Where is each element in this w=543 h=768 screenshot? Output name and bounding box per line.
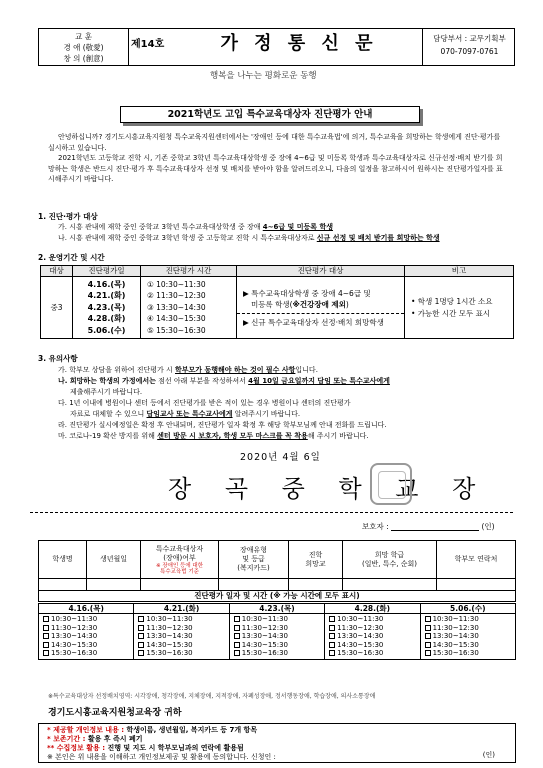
- col-header-note: 비고: [405, 266, 514, 277]
- target-1-line-a: ▶ 특수교육대상학생 중 장애 4~6급 및: [243, 288, 371, 298]
- form-col-parent: 학부모 연락처: [437, 541, 516, 579]
- slot-option[interactable]: 14:30~15:30: [425, 641, 511, 650]
- form-col-student: 학생명: [39, 541, 87, 579]
- slot-option[interactable]: 10:30~11:30: [138, 615, 224, 624]
- slot-table: [38, 603, 516, 660]
- section3-b-bold1: 나. 희망하는 학생의 가정에서는: [58, 377, 156, 385]
- target-group: 중3: [41, 277, 73, 339]
- day-header-row: [39, 604, 516, 614]
- newsletter-header: [38, 28, 515, 66]
- parent-contact-cell[interactable]: [437, 579, 516, 591]
- form-col-special: [141, 541, 219, 579]
- checkbox-icon[interactable]: [138, 616, 144, 622]
- section1-title: 1. 진단·평가 대상: [38, 212, 98, 221]
- checkbox-icon[interactable]: [329, 642, 335, 648]
- issue-date: 2020년 4월 6일: [240, 452, 321, 463]
- special-note2: 특수교육법 기준: [160, 568, 199, 575]
- motto-line1: 경 애 (敬愛): [63, 43, 104, 52]
- checkbox-icon[interactable]: [43, 642, 49, 648]
- privacy-consent-box: [38, 723, 516, 763]
- form-header-row: [39, 541, 516, 579]
- guardian-signature: [362, 522, 495, 531]
- section3-item-c: 다. 1년 이내에 병원이나 센터 등에서 진단평가를 받은 적이 있는 경우 병원이나 센터의 진단평가: [58, 399, 351, 407]
- section1-item-a: [58, 222, 518, 233]
- guardian-label: 보호자 :: [362, 522, 389, 531]
- section3-c-suffix: 알려주시기 바랍니다.: [232, 410, 301, 418]
- slot-option[interactable]: 14:30~15:30: [138, 641, 224, 650]
- privacy-line-4: ※ 본인은 위 내용을 이해하고 개인정보제공 및 활용에 동의합니다. 신청인 :: [47, 753, 276, 761]
- date-item: 5.06.(수): [87, 325, 126, 335]
- checkbox-icon[interactable]: [329, 633, 335, 639]
- privacy-text-2: 활용 후 즉시 폐기: [85, 735, 143, 743]
- section3-e-suffix: 해 주시기 바랍니다.: [307, 432, 369, 440]
- checkbox-icon[interactable]: [234, 650, 240, 656]
- slot-option[interactable]: 11:30~12:30: [329, 624, 415, 633]
- section3-b-bold2: 4월 10일 금요일까지 담임 또는 특수교사에게: [248, 377, 390, 385]
- disability-line1: 장애유형: [239, 546, 268, 554]
- department-name: 담당부서 : 교무기획부: [433, 34, 506, 43]
- schedule-header-row: [41, 266, 514, 277]
- time-item: ④ 14:30~15:30: [147, 314, 206, 324]
- col-header-date: 진단평가일: [73, 266, 141, 277]
- slot-option[interactable]: 13:30~14:30: [43, 632, 129, 641]
- section3-b-mid: 점선 아래 부분을 작성하셔서: [155, 377, 249, 385]
- special-line2: (장애)여부: [163, 553, 196, 562]
- time-item: ① 10:30~11:30: [147, 279, 206, 289]
- slot-option[interactable]: 10:30~11:30: [43, 615, 129, 624]
- slot-option[interactable]: 13:30~14:30: [234, 632, 320, 641]
- time-item: ⑤ 15:30~16:30: [147, 325, 206, 335]
- checkbox-icon[interactable]: [138, 650, 144, 656]
- checkbox-icon[interactable]: [425, 625, 431, 631]
- target-2: ▶ 신규 특수교육대상자 선정·배치 희망학생: [243, 317, 384, 327]
- intro-text: [48, 132, 503, 185]
- newsletter-title: 가 정 통 신 문: [220, 33, 378, 54]
- hope-line2: (일반, 특수, 순회): [362, 559, 417, 568]
- slot-option[interactable]: 10:30~11:30: [329, 615, 415, 624]
- target-1-b-close: ): [345, 299, 349, 309]
- col-header-group: 대상: [41, 266, 73, 277]
- hope-class-cell[interactable]: [343, 579, 437, 591]
- section2-title: 2. 운영기간 및 시간: [38, 253, 105, 262]
- target-1-line-b: [243, 299, 398, 310]
- day-header: 4.28.(화): [325, 604, 420, 614]
- guardian-seal: (인): [481, 522, 495, 531]
- day2-slots: [134, 614, 229, 660]
- slot-option[interactable]: 11:30~12:30: [234, 624, 320, 633]
- slot-option[interactable]: 14:30~15:30: [234, 641, 320, 650]
- checkbox-icon[interactable]: [43, 650, 49, 656]
- checkbox-icon[interactable]: [43, 616, 49, 622]
- checkbox-icon[interactable]: [329, 650, 335, 656]
- form-col-disability: [219, 541, 289, 579]
- checkbox-icon[interactable]: [234, 642, 240, 648]
- disability-cell[interactable]: [219, 579, 289, 591]
- section1-b-text: 나. 시흥 관내에 재학 중인 중학교 3학년 학생 중 고등학교 진학 시 특수교육대상자로: [58, 234, 317, 242]
- checkbox-icon[interactable]: [425, 650, 431, 656]
- col-header-target: 진단평가 대상: [237, 266, 405, 277]
- form-col-hope: [343, 541, 437, 579]
- target-description: [237, 277, 405, 339]
- date-list: [73, 277, 141, 339]
- day-header: 4.23.(목): [229, 604, 324, 614]
- recipient-office: 경기도시흥교육지원청교육장 귀하: [48, 708, 182, 718]
- time-item: ③ 13:30~14:30: [147, 302, 206, 312]
- date-item: 4.21.(화): [87, 291, 126, 301]
- section3-title: 3. 유의사항: [38, 354, 78, 363]
- day3-slots: [229, 614, 324, 660]
- slot-row: [39, 614, 516, 660]
- checkbox-icon[interactable]: [425, 616, 431, 622]
- target-1-b-text: 미등록 학생(: [251, 299, 293, 309]
- special-line1: 특수교육대상자: [155, 544, 204, 553]
- section3-b-line2: 제출해주시기 바랍니다.: [70, 388, 143, 396]
- checkbox-icon[interactable]: [138, 633, 144, 639]
- section3-c-line2: [70, 409, 530, 420]
- section3-a-text: 가. 학부모 상담을 위하여 진단평가 시: [58, 366, 176, 374]
- disability-line2: 및 등급: [242, 555, 265, 563]
- disability-line3: (복지카드): [237, 564, 270, 572]
- slot-option[interactable]: 13:30~14:30: [425, 632, 511, 641]
- application-form-table: [38, 540, 516, 602]
- section1-a-text: 가. 시흥 관내에 재학 중인 중학교 3학년 특수교육대상학생 중 장애: [58, 223, 263, 231]
- privacy-label-2: * 보존기간 :: [47, 735, 86, 743]
- checkbox-icon[interactable]: [43, 625, 49, 631]
- motto-label: 교 훈: [75, 32, 92, 41]
- department-phone: 070-7097-0761: [440, 47, 499, 56]
- department-info: [422, 29, 516, 65]
- section3-item-b: [58, 376, 518, 387]
- student-name-cell[interactable]: [39, 579, 87, 591]
- checkbox-icon[interactable]: [425, 633, 431, 639]
- date-item: 4.16.(목): [87, 279, 126, 289]
- privacy-label-1: * 제공할 개인정보 내용 :: [47, 726, 125, 734]
- slot-option[interactable]: 15:30~16:30: [425, 649, 511, 658]
- slot-option[interactable]: 10:30~11:30: [234, 615, 320, 624]
- intro-paragraph-2: 2021학년도 고등학교 진학 시, 기존 중학교 3학년 특수교육대상학생 중 장애 4~6급 및 미등록 학생과 특수교육대상자로 신규선정·배치 받기를 희망하는 학생은 반드시 진단·평가 후 특수교육대상자 선정 및 배치를 받아야 함을 알려드리오니, 다음의 일정을 참고하시어 원하시는 진단평가일자를 표시해주시기 바랍니다.: [48, 154, 503, 183]
- day1-slots: [39, 614, 134, 660]
- section1-a-bold: 4~6급 및 미등록 학생: [262, 223, 334, 231]
- motto-line2: 창 의 (創意): [63, 54, 104, 63]
- section3-e-bold: 센터 방문 시 보호자, 학생 모두 마스크를 꼭 착용: [157, 432, 308, 440]
- intro-paragraph-1: 안녕하십니까? 경기도시흥교육지원청 특수교육지원센터에서는 '장애인 등에 대한 특수교육법'에 의거, 특수교육을 희망하는 학생에게 진단·평가를 실시하고 있습니다.: [48, 133, 501, 152]
- career-line2: 희망교: [305, 559, 326, 568]
- official-seal-icon: [370, 463, 412, 505]
- slot-option[interactable]: 15:30~16:30: [234, 649, 320, 658]
- school-motto: [39, 29, 129, 65]
- guardian-name-field[interactable]: [391, 523, 479, 531]
- section3-item-e: [58, 431, 518, 442]
- privacy-line-1: [47, 726, 507, 735]
- slot-option[interactable]: 15:30~16:30: [43, 649, 129, 658]
- applicant-seal: (인): [482, 751, 495, 759]
- slot-option[interactable]: 11:30~12:30: [43, 624, 129, 633]
- slot-option[interactable]: 11:30~12:30: [425, 624, 511, 633]
- section1-item-b: [58, 233, 518, 244]
- checkbox-icon[interactable]: [329, 616, 335, 622]
- issue-number: 제14호: [131, 39, 165, 50]
- time-list: [141, 277, 237, 339]
- section3-c-text: 자료로 대체할 수 있으니: [70, 410, 147, 418]
- date-item: 4.28.(화): [87, 314, 126, 324]
- slot-option[interactable]: 10:30~11:30: [425, 615, 511, 624]
- section3-item-a: [58, 365, 518, 376]
- privacy-text-1: 학생이름, 생년월일, 복지카드 등 7개 항목: [124, 726, 258, 734]
- slogan: 행복을 나누는 평화로운 동행: [210, 71, 317, 81]
- section3-e-text: 마. 코로나-19 확산 방지를 위해: [58, 432, 158, 440]
- schedule-row: [41, 277, 514, 339]
- privacy-line-2: [47, 735, 507, 744]
- day-header: 4.21.(화): [134, 604, 229, 614]
- time-item: ② 11:30~12:30: [147, 291, 206, 301]
- note-item: • 학생 1명당 1시간 소요: [411, 296, 493, 306]
- hope-line1: 희망 학급: [374, 550, 405, 559]
- section3-c-bold: 담임교사 또는 특수교사에게: [146, 410, 233, 418]
- career-line1: 진학: [308, 550, 323, 559]
- form-col-birth: 생년월일: [87, 541, 141, 579]
- target-1-b-bold: ※건강장애 제외: [292, 299, 346, 309]
- privacy-label-3: ** 수집정보 활용 :: [47, 744, 106, 752]
- section3-item-d: 라. 진단평가 실시예정일은 확정 후 안내되며, 진단평가 일자 확정 후 해당 학부모님께 안내 전화를 드립니다.: [58, 421, 387, 429]
- slot-option[interactable]: 15:30~16:30: [329, 649, 415, 658]
- slot-option[interactable]: 15:30~16:30: [138, 649, 224, 658]
- special-note1: ※ 장애인 등에 대한: [155, 562, 204, 569]
- slot-option[interactable]: 13:30~14:30: [329, 632, 415, 641]
- slot-option[interactable]: 11:30~12:30: [138, 624, 224, 633]
- slot-option[interactable]: 14:30~15:30: [329, 641, 415, 650]
- privacy-text-3: 진행 및 지도 시 학부모님과의 연락에 활용됨: [105, 744, 244, 752]
- checkbox-icon[interactable]: [425, 642, 431, 648]
- form-col-career: [289, 541, 343, 579]
- slot-option[interactable]: 14:30~15:30: [43, 641, 129, 650]
- checkbox-icon[interactable]: [138, 642, 144, 648]
- career-cell[interactable]: [289, 579, 343, 591]
- checkbox-icon[interactable]: [329, 625, 335, 631]
- section1-b-bold: 신규 선정 및 배치 받기를 희망하는 학생: [316, 234, 440, 242]
- section3-a-bold: 학부모가 동행해야 하는 것이 필수 사항: [175, 366, 296, 374]
- checkbox-icon[interactable]: [138, 625, 144, 631]
- notice-title: 2021학년도 고입 특수교육대상자 진단평가 안내: [120, 106, 420, 123]
- date-item: 4.23.(목): [87, 302, 126, 312]
- schedule-header-row: [39, 591, 516, 602]
- checkbox-icon[interactable]: [43, 633, 49, 639]
- cut-line: [30, 512, 513, 513]
- form-input-row: [39, 579, 516, 591]
- day5-slots: [420, 614, 515, 660]
- day-header: 4.16.(목): [39, 604, 134, 614]
- note-cell: [405, 277, 514, 339]
- slot-option[interactable]: 13:30~14:30: [138, 632, 224, 641]
- privacy-line-3: [47, 744, 507, 753]
- schedule-table: [40, 265, 514, 339]
- principal-signature: 장 곡 중 학 교 장: [168, 475, 489, 503]
- schedule-header: 진단평가 일자 및 시간 (※ 가능 시간에 모두 표시): [39, 591, 516, 602]
- note-item: • 가능한 시간 모두 표시: [411, 308, 491, 318]
- birth-date-cell[interactable]: [87, 579, 141, 591]
- day-header: 5.06.(수): [420, 604, 515, 614]
- disability-category-note: ※특수교육대상자 선정배치영역: 시각장애, 청각장애, 지체장애, 지적장애, 자폐성장애, 정서행동장애, 학습장애, 의사소통장애: [48, 693, 376, 700]
- day4-slots: [325, 614, 420, 660]
- section3-a-suffix: 입니다.: [295, 366, 318, 374]
- checkbox-icon[interactable]: [234, 616, 240, 622]
- col-header-time: 진단평가 시간: [141, 266, 237, 277]
- checkbox-icon[interactable]: [234, 633, 240, 639]
- checkbox-icon[interactable]: [234, 625, 240, 631]
- special-status-cell[interactable]: [141, 579, 219, 591]
